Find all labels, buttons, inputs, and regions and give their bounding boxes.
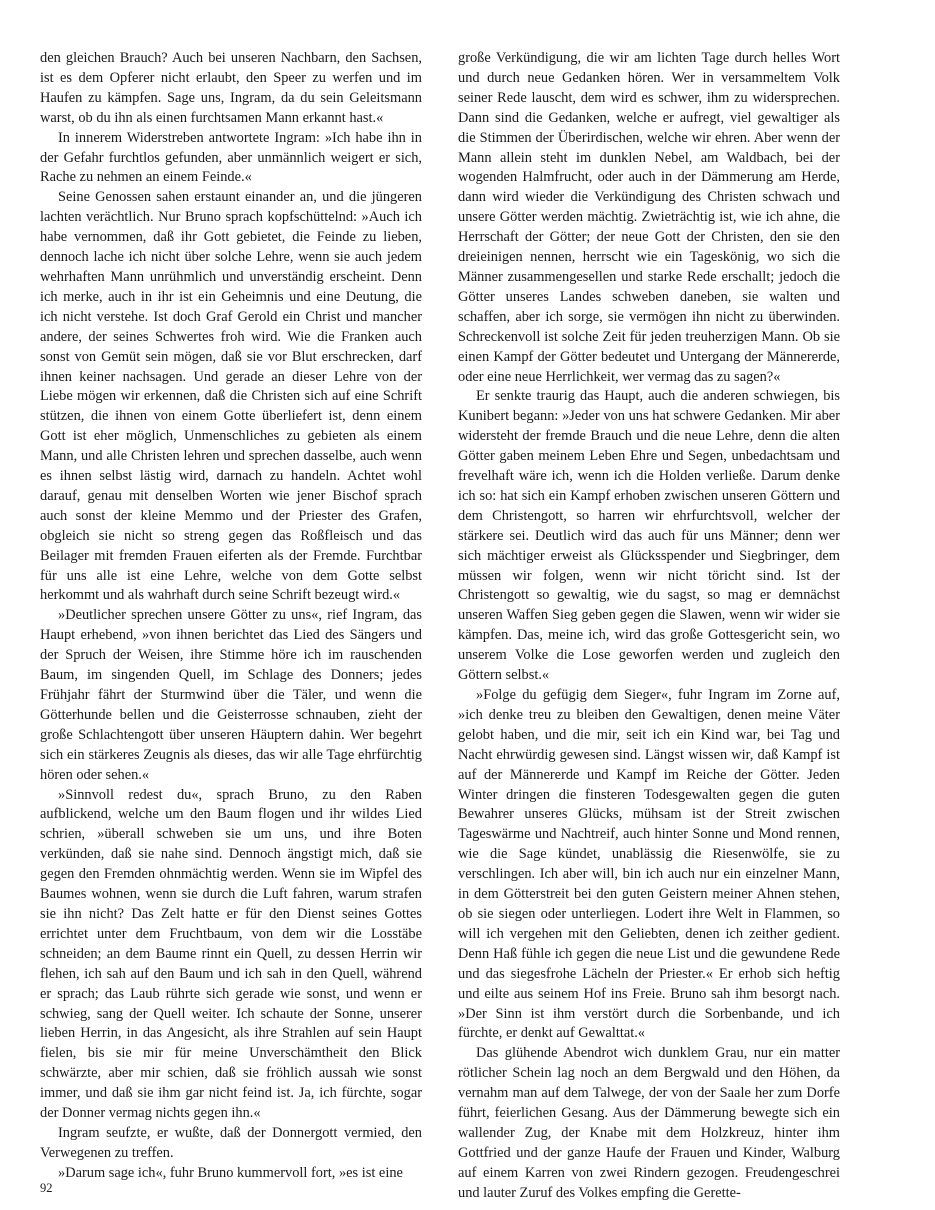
left-text-column [40,49,422,1181]
paragraph: Seine Genossen sahen erstaunt einander an, und die jüngeren lachten verächtlich. Nur Bruno sprach kopfschüttelnd: »Auch ich habe vernommen, daß ihr Gott gebietet, die Feinde zu lieben, dennoch lache ich nicht über solche Lehre, wenn sie auch jedem wehrhaften Mann unrühmlich und unverständig erscheint. Denn ich merke, auch in ihr ist ein Geheimnis und eine Deutung, die ich nicht verstehe. Ist doch Graf Gerold ein Christ und mancher andere, der seines Schwertes froh wird. Wie die Franken auch sonst von Gemüt sein mögen, daß sie vor Blut erschrecken, darf ihnen keiner nachsagen. Und gerade an dieser Lehre von der Liebe mögen wir erkennen, daß die Christen sich auf eine Schrift stützen, die ihnen von einem Gotte überliefert ist, denn einem Gott ist eher möglich, Unmenschliches zu gebieten als einem Mann, und alle Christen lehren und sprechen dasselbe, auch wenn es ihnen selbst lästig wird, darnach zu handeln. Achtet wohl darauf, genau mit denselben Worten wie jener Bischof sprach auch sonst der kleine Memmo und der Priester des Grafen, obgleich sie nicht so streng gegen das Roßfleisch und das Beilager mit fremden Frauen eiferten als der Fremde. Furchtbar für uns alle ist eine Lehre, welche von dem Gotte selbst herkommt und als wahrhaft durch seine Schrift bezeugt wird.« [40,189,422,604]
paragraph: Er senkte traurig das Haupt, auch die anderen schwiegen, bis Kunibert begann: »Jeder von uns hat schwere Gedanken. Mir aber widersteht der fremde Brauch und die neue Lehre, denn die alten Götter gaben meinem Leben Ehre und Segen, unbedachtsam und frevelhaft wäre ich, wenn ich die Holden verließe. Darum denke ich so: hat sich ein Kampf erhoben zwischen unseren Göttern und dem Christengott, so harren wir ehrfurchtsvoll, welcher der stärkere sei. Deutlich wird das auch für uns Männer; denn wer sich mächtiger erweist als Glücksspender und Siegbringer, dem müssen wir folgen, wenn wir nicht töricht sind. Ist der Christengott so gewaltig, wie du sagst, so mag er demnächst unseren Waffen Sieg geben gegen die Slawen, wenn wir wider sie kämpfen. Das, meine ich, wird das große Gottesgericht sein, wo unserem Volke die Lose geworfen werden und zugleich den Göttern selbst.« [458,388,840,684]
paragraph: Das glühende Abendrot wich dunklem Grau, nur ein matter rötlicher Schein lag noch an dem Bergwald und den Höhen, da vernahm man auf dem Talwege, der von der Saale her zum Dorfe führt, feierlichen Gesang. Aus der Dämmerung bewegte sich ein wallender Zug, der Knabe mit dem Holzkreuz, hinter ihm Gottfried und der ganze Haufe der Frauen und Kinder, Walburg auf einem Karren von zwei Rindern gezogen. Freudengeschrei und lauter Zuruf des Volkes empfing die Gerette- [458,1045,840,1201]
paragraph: »Folge du gefügig dem Sieger«, fuhr Ingram im Zorne auf, »ich denke treu zu bleiben den Gewaltigen, denen meine Väter gelobt haben, und die mir, seit ich ein Kind war, bei Tag und Nacht ehrwürdig gewesen sind. Längst wissen wir, daß Kampf ist auf der Männererde und Kampf im Reiche der Götter. Jeden Winter dringen die finsteren Todesgewalten gegen die guten Bewahrer unseres Glücks, mühsam ist der Streit zwischen Tageswärme und Nachtreif, auch hinter Sonne und Mond rennen, wie die Sage kündet, unablässig die Riesenwölfe, sie zu verschlingen. Ich aber will, bin ich auch nur ein einzelner Mann, in dem Götterstreit bei den guten Geistern meiner Ahnen stehen, ob sie siegen oder unterliegen. Lodert ihre Welt in Flammen, so will ich vergehen mit den Geliebten, denen ich zeither gedient. Denn Haß fühle ich gegen die neue List und die gewundene Rede und das siegesfrohe Lächeln der Priester.« Er erhob sich heftig und eilte aus seinem Hof ins Freie. Bruno sah ihm besorgt nach. »Der Sinn ist ihm verstört durch die Sorbenbande, und ich fürchte, er denkt auf Gewalttat.« [458,687,840,1042]
paragraph: In innerem Widerstreben antwortete Ingram: »Ich habe ihn in der Gefahr furchtlos gefunden, aber unmännlich weigert er sich, Rache zu nehmen an einem Feinde.« [40,129,422,186]
paragraph: große Verkündigung, die wir am lichten Tage durch helles Wort und durch neue Gedanken hören. Wer in versammeltem Volk seiner Rede lauscht, dem wird es schwer, ihm zu widersprechen. Dann sind die Gedanken, welche er aufregt, viel gewaltiger als die Stimmen der Überirdischen, welche wir ehren. Aber wenn der Mann allein steht im dunklen Nebel, am Waldbach, bei der wogenden Halmfrucht, oder auch in der Dämmerung am Herde, dann wird wieder die Verkündigung des Christen schwach und unsere Götter werden mächtig. Zwieträchtig ist, wie ich ahne, die Herrschaft der Götter; der neue Gott der Christen, den sie den dreieinigen nennen, herrscht wie ein Tageskönig, wo sich die Männer zusammengesellen und starke Rede erschallt; jedoch die Götter unseres Landes schweben daneben, sie walten und schaffen, aber ich sorge, sie vermögen ihn nicht zu überwinden. Schreckenvoll ist solche Zeit für jeden treuherzigen Mann. Ob sie einen Kampf der Götter bedeutet und Untergang der Männererde, oder eine neue Herrlichkeit, wer vermag das zu sagen?« [458,50,840,385]
paragraph: »Sinnvoll redest du«, sprach Bruno, zu den Raben aufblickend, welche um den Baum flogen und ihr wildes Lied schrien, »überall schweben sie um uns, und ihre Boten verkünden, daß sie nahe sind. Dennoch ängstigt mich, daß sie gegen den Fremden ohnmächtig werden. Wenn sie im Wipfel des Baumes wohnen, wenn sie durch die Luft fahren, warum strafen sie ihn nicht? Das Zelt hatte er für den Dienst seines Gottes errichtet unter dem Fruchtbaum, von dem wir die Losstäbe schneiden; an dem Baume rinnt ein Quell, zu dessen Herrin wir flehen, ich sah auf den Baum und ich sah in den Quell, während er sprach; das Laub rührte sich gerade wie sonst, und wenn er schwieg, sang der Quell weiter. Ich schaute der Sonne, unserer lieben Herrin, in das Angesicht, als ihre Strahlen auf sein Haupt fielen, bis sie mir für meine Unverschämtheit den Blick schwärzte, aber mir schien, daß sie fröhlich aussah wie sonst immer, und daß sie ihm gar nicht feind ist. Ja, ich fürchte, sogar der Donner vermag nichts gegen ihn.« [40,786,422,1122]
page-number: 92 [40,1181,53,1195]
paragraph: Ingram seufzte, er wußte, daß der Donnergott vermied, den Verwegenen zu treffen. [40,1124,422,1161]
paragraph: den gleichen Brauch? Auch bei unseren Nachbarn, den Sachsen, ist es dem Opferer nicht erlaubt, den Speer zu werfen und im Haufen zu kämpfen. Sage uns, Ingram, da du sein Geleitsmann warst, ob du ihn als einen furchtsamen Mann erkannt hast.« [40,50,422,126]
paragraph: »Deutlicher sprechen unsere Götter zu uns«, rief Ingram, das Haupt erhebend, »von ihnen berichtet das Lied des Sängers und der Spruch der Weisen, ihre Stimme höre ich im rauschenden Baum, im singenden Quell, im Schlage des Donners; jedes Frühjahr fährt der Sturmwind über die Täler, und wenn die Götterhunde bellen und die Geisterrosse schnauben, zieht der große Schlachtengott über unseren Häuptern dahin. Wer begehrt sich ein stärkeres Zeugnis als dieses, das wir alle Tage ehrfürchtig hören oder sehen.« [40,607,422,783]
right-text-column [458,49,840,1201]
paragraph: »Darum sage ich«, fuhr Bruno kummervoll fort, »es ist eine [58,1164,403,1181]
